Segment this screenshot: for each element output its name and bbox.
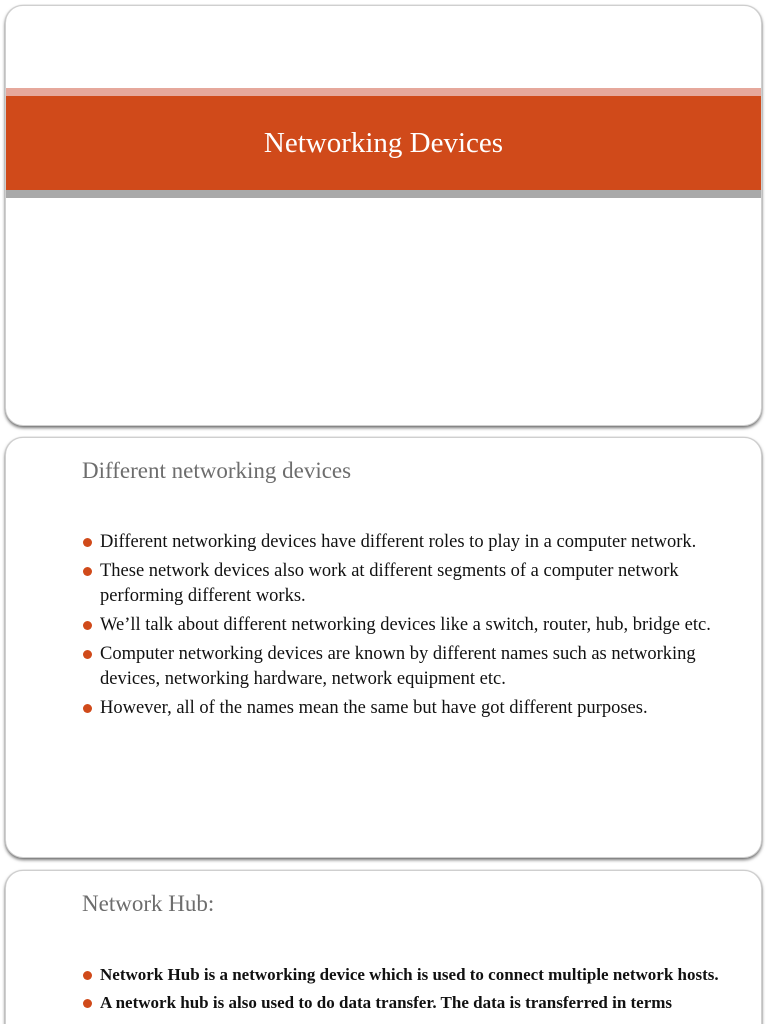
bullet-text: We’ll talk about different networking devices like a switch, router, hub, bridge etc. <box>100 615 711 635</box>
bullet-text: Network Hub is a networking device which is used to connect multiple network hosts. <box>100 965 719 984</box>
slide-heading: Different networking devices <box>82 458 352 483</box>
bullet-text: However, all of the names mean the same but have got different purposes. <box>100 698 648 718</box>
list-item <box>82 530 742 555</box>
bullet-dot-icon <box>83 971 92 980</box>
title-band-bottom-stripe <box>6 190 761 198</box>
slide-heading: Network Hub: <box>82 891 215 916</box>
list-item <box>82 696 742 721</box>
list-item <box>82 559 742 609</box>
list-item <box>82 963 722 987</box>
slide-network-hub <box>5 870 762 1024</box>
slide-title <box>5 5 762 426</box>
bullet-text: Different networking devices have different roles to play in a computer network. <box>100 532 697 552</box>
bullet-text: Computer networking devices are known by different names such as networking devices, networking hardware, network equipment etc. <box>100 644 696 689</box>
title-band-top-stripe <box>6 88 761 96</box>
bullet-text: These network devices also work at different segments of a computer network performing different works. <box>100 561 679 606</box>
list-item <box>82 991 722 1015</box>
bullet-text: A network hub is also used to do data transfer. The data is transferred in terms <box>100 993 673 1012</box>
bullet-dot-icon <box>83 538 92 547</box>
bullet-dot-icon <box>83 650 92 659</box>
slide-different-networking-devices <box>5 437 762 858</box>
list-item <box>82 642 742 692</box>
bullet-list <box>82 530 742 725</box>
slide-main-title: Networking Devices <box>263 126 504 159</box>
bullet-dot-icon <box>83 621 92 630</box>
list-item <box>82 613 742 638</box>
bullet-dot-icon <box>83 704 92 713</box>
bullet-list <box>82 963 722 1019</box>
bullet-dot-icon <box>83 567 92 576</box>
title-band <box>6 96 761 190</box>
bullet-dot-icon <box>83 999 92 1008</box>
